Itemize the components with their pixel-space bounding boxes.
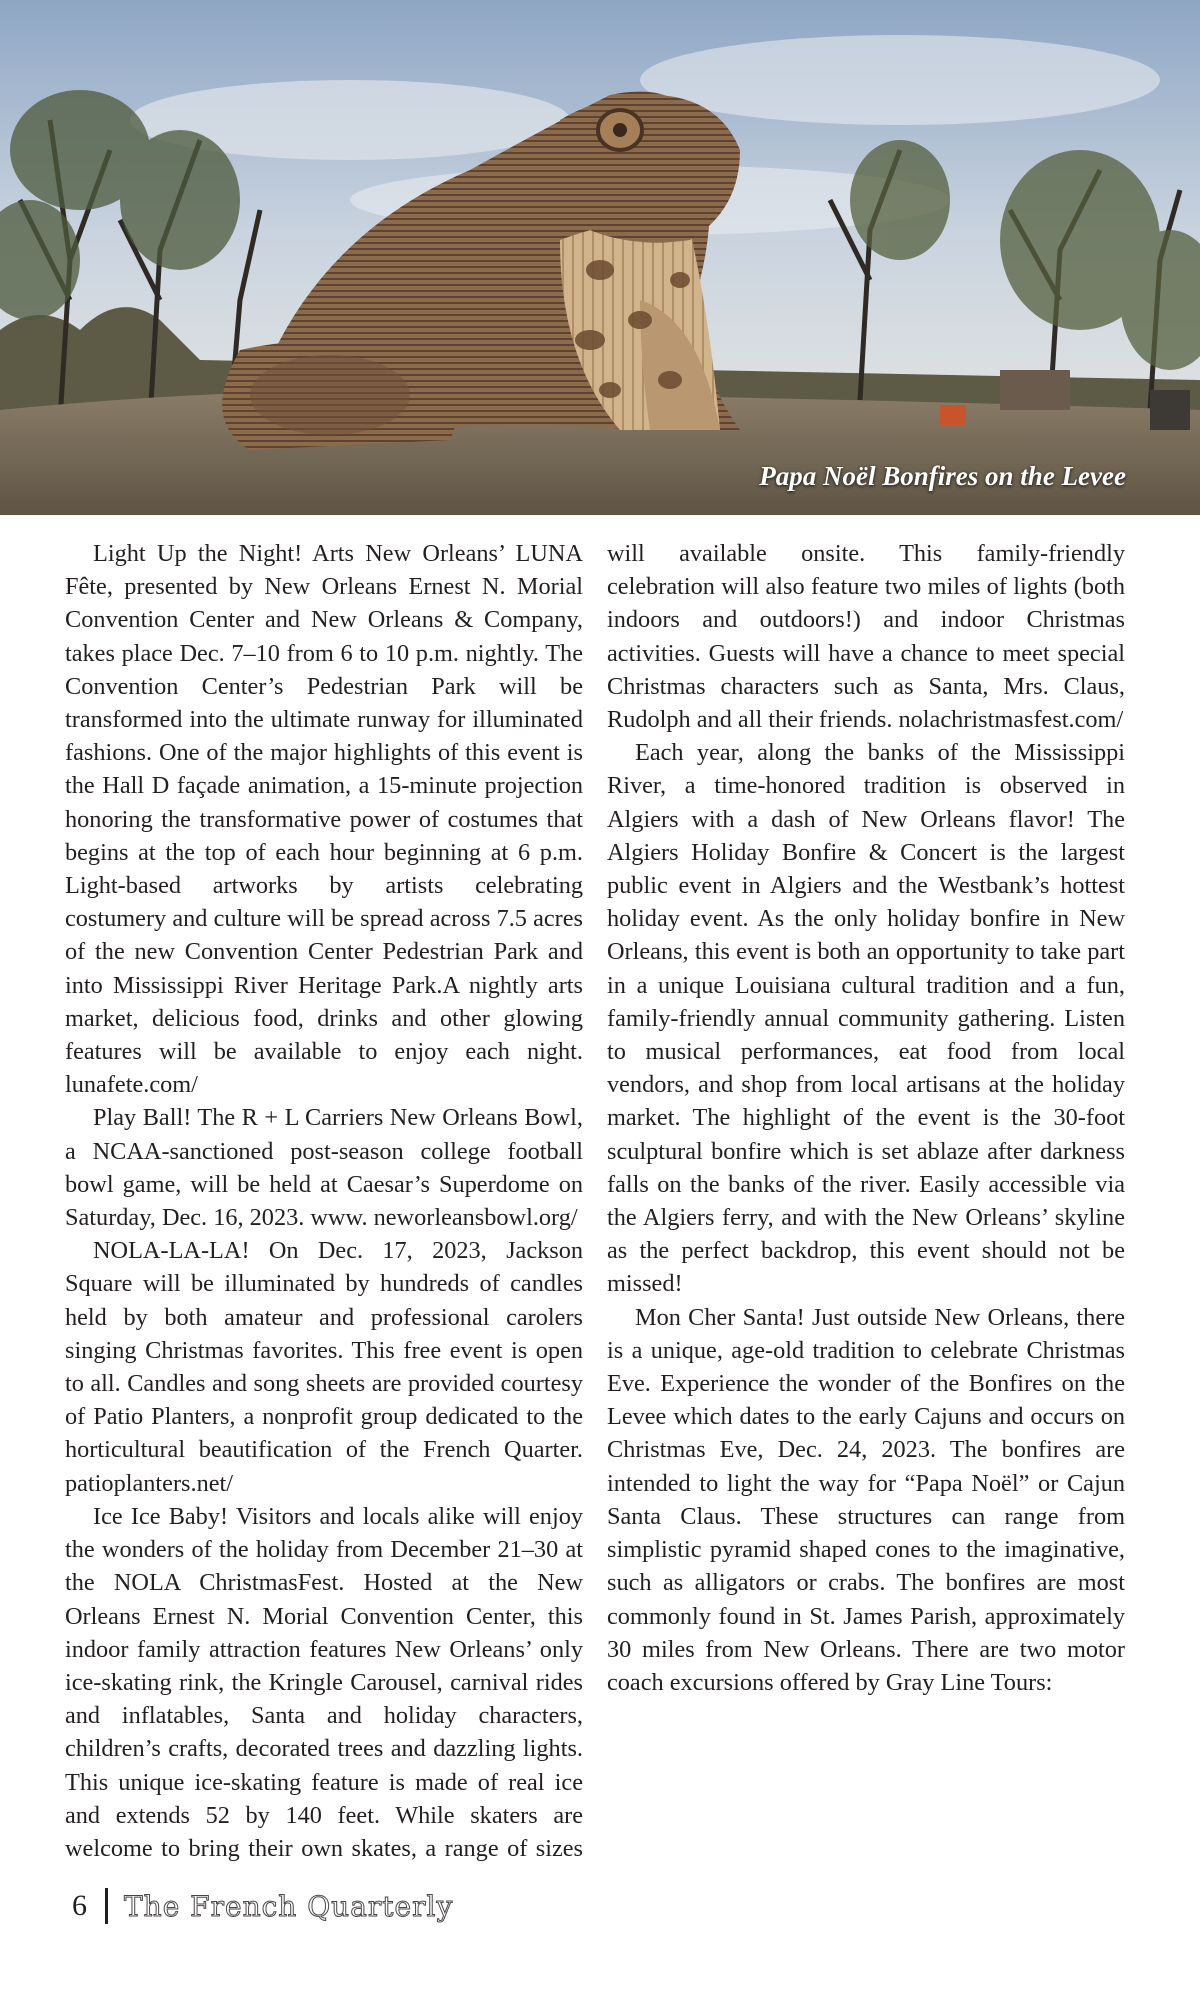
paragraph-christmasfest: Ice Ice Baby! Visitors and locals alike will enjoy the wonders of the holiday from December 21–30 at the NOLA ChristmasFest. Hosted at the New Orleans Ernest N. Morial Convention Center, this indoor family attraction features New Orleans’ only ice-skating rink, the Kringle Carousel, carnival rides and inflatables, Santa and holiday characters, children’s crafts, decorated trees and dazzling lights. This unique ice-skating feature is made of real ice and extends 52 by 140 feet. While skaters are welcome to bring their own skates, a range of sizes will available onsite. This family-friendly celebration will also feature two miles of lights (both indoors and outdoors!) and indoor Christmas activities. Guests will have a chance to meet special Christmas characters such as Santa, Mrs. Claus, Rudolph and all their friends. nolachristmasfest.com/ (65, 540, 1125, 1862)
page-footer (72, 1888, 453, 1924)
paragraph-new-orleans-bowl: Play Ball! The R + L Carriers New Orleans Bowl, a NCAA-sanctioned post-season college football bowl game, will be held at Caesar’s Superdome on Saturday, Dec. 16, 2023. www. neworleansbowl.org/ (65, 1104, 583, 1232)
paragraph-luna-fete: Light Up the Night! Arts New Orleans’ LUNA Fête, presented by New Orleans Ernest N. Morial Convention Center and New Orleans & Company, takes place Dec. 7–10 from 6 to 10 p.m. nightly. The Convention Center’s Pedestrian Park will be transformed into the ultimate runway for illuminated fashions. One of the major highlights of this event is the Hall D façade animation, a 15-minute projection honoring the transformative power of costumes that begins at the top of each hour beginning at 6 p.m. Light-based artworks by artists celebrating costumery and culture will be spread across 7.5 acres of the new Convention Center Pedestrian Park and into Mississippi River Heritage Park.A nightly arts market, delicious food, drinks and other glowing features will be available to enjoy each night. lunafete.com/ (65, 540, 583, 1099)
photo-caption: Papa Noël Bonfires on the Levee (759, 461, 1126, 491)
frog-bonfire-photo (0, 0, 1200, 515)
header-photo (0, 0, 1200, 515)
paragraph-algiers-bonfire: Each year, along the banks of the Mississippi River, a time-honored tradition is observed in Algiers with a dash of New Orleans flavor! The Algiers Holiday Bonfire & Concert is the largest public event in Algiers and the Westbank’s hottest holiday event. As the only holiday bonfire in New Orleans, this event is both an opportunity to take part in a unique Louisiana cultural tradition and a fun, family-friendly annual community gathering. Listen to musical performances, eat food from local vendors, and shop from local artisans at the holiday market. The highlight of the event is the 30-foot sculptural bonfire which is set ablaze after darkness falls on the banks of the river. Easily accessible via the Algiers ferry, and with the New Orleans’ skyline as the perfect backdrop, this event should not be missed! (607, 739, 1125, 1298)
article-body (65, 537, 1125, 1867)
paragraph-nola-la-la: NOLA-LA-LA! On Dec. 17, 2023, Jackson Square will be illuminated by hundreds of candles held by both amateur and professional carolers singing Christmas favorites. This free event is open to all. Candles and song sheets are provided courtesy of Patio Planters, a nonprofit group dedicated to the horticultural beautification of the French Quarter. patioplanters.net/ (65, 1237, 583, 1497)
publication-name: The French Quarterly (124, 1889, 454, 1923)
paragraph-bonfires-levee: Mon Cher Santa! Just outside New Orleans, there is a unique, age-old tradition to celebrate Christmas Eve. Experience the wonder of the Bonfires on the Levee which dates to the early Cajuns and occurs on Christmas Eve, Dec. 24, 2023. The bonfires are intended to light the way for “Papa Noël” or Cajun Santa Claus. These structures can range from simplistic pyramid shaped cones to the imaginative, such as alligators or crabs. The bonfires are most commonly found in St. James Parish, approximately 30 miles from New Orleans. There are two motor coach excursions offered by Gray Line Tours: (607, 1303, 1125, 1696)
page-number: 6 (72, 1889, 87, 1922)
footer-divider (105, 1888, 108, 1924)
